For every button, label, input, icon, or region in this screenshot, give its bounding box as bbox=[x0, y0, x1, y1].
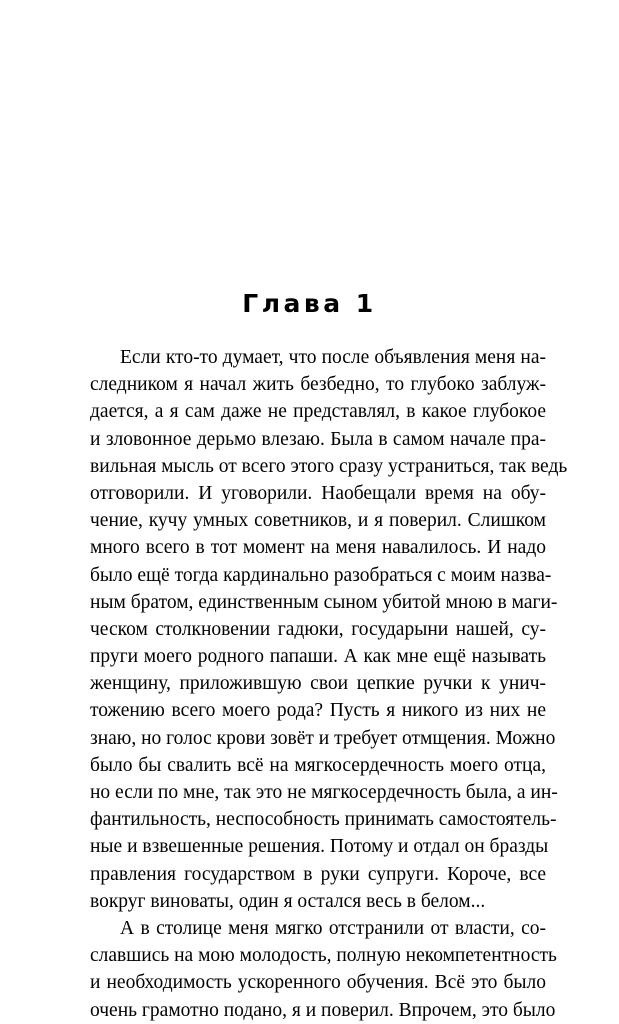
text-line: и зловонное дерьмо влезаю. Была в самом начале пра- bbox=[90, 428, 546, 450]
text-line: следником я начал жить безбедно, то глубоко заблуж- bbox=[90, 374, 546, 396]
text-line: было бы свалить всё на мягкосердечность моего отца, bbox=[90, 754, 546, 776]
chapter-text bbox=[90, 344, 568, 1024]
text-line: пруги моего родного папаши. А как мне ещё называть bbox=[90, 646, 546, 668]
text-line: вокруг виноваты, один я остался весь в белом... bbox=[90, 890, 486, 912]
text-line: славшись на мою молодость, полную некомпетентность bbox=[90, 945, 557, 967]
text-line: фантильность, неспособность принимать самостоятель- bbox=[90, 809, 557, 831]
text-line: много всего в тот момент на меня навалилось. И надо bbox=[90, 537, 546, 559]
text-line: дается, а я сам даже не представлял, в какое глубокое bbox=[90, 401, 546, 423]
chapter-title: Глава 1 bbox=[242, 289, 377, 318]
text-line: А в столице меня мягко отстранили от власти, со- bbox=[120, 917, 546, 939]
text-line: правления государством в руки супруги. Короче, все bbox=[90, 863, 546, 885]
text-line: очень грамотно подано, я и поверил. Впрочем, это было bbox=[90, 999, 556, 1021]
text-line: женщину, приложившую свои цепкие ручки к унич- bbox=[90, 673, 546, 695]
text-line: вильная мысль от всего этого сразу устраниться, так ведь bbox=[90, 455, 568, 477]
text-line: ческом столкновении гадюки, государыни нашей, су- bbox=[90, 618, 546, 640]
text-line: знаю, но голос крови зовёт и требует отмщения. Можно bbox=[90, 727, 556, 749]
text-line: чение, кучу умных советников, и я поверил. Слишком bbox=[90, 510, 546, 532]
text-line: Если кто-то думает, что после объявления меня на- bbox=[120, 347, 546, 368]
text-line: тожению всего моего рода? Пусть я никого из них не bbox=[90, 700, 546, 722]
text-line: но если по мне, так это не мягкосердечность была, а ин- bbox=[90, 782, 558, 803]
text-line: и необходимость ускоренного обучения. Всё это было bbox=[90, 972, 546, 994]
text-line: ным братом, единственным сыном убитой мною в маги- bbox=[90, 591, 558, 613]
text-line: было ещё тогда кардинально разобраться с моим назва- bbox=[90, 564, 552, 586]
text-line: отговорили. И уговорили. Наобещали время на обу- bbox=[90, 482, 546, 504]
text-line: ные и взвешенные решения. Потому и отдал он бразды bbox=[90, 836, 549, 858]
